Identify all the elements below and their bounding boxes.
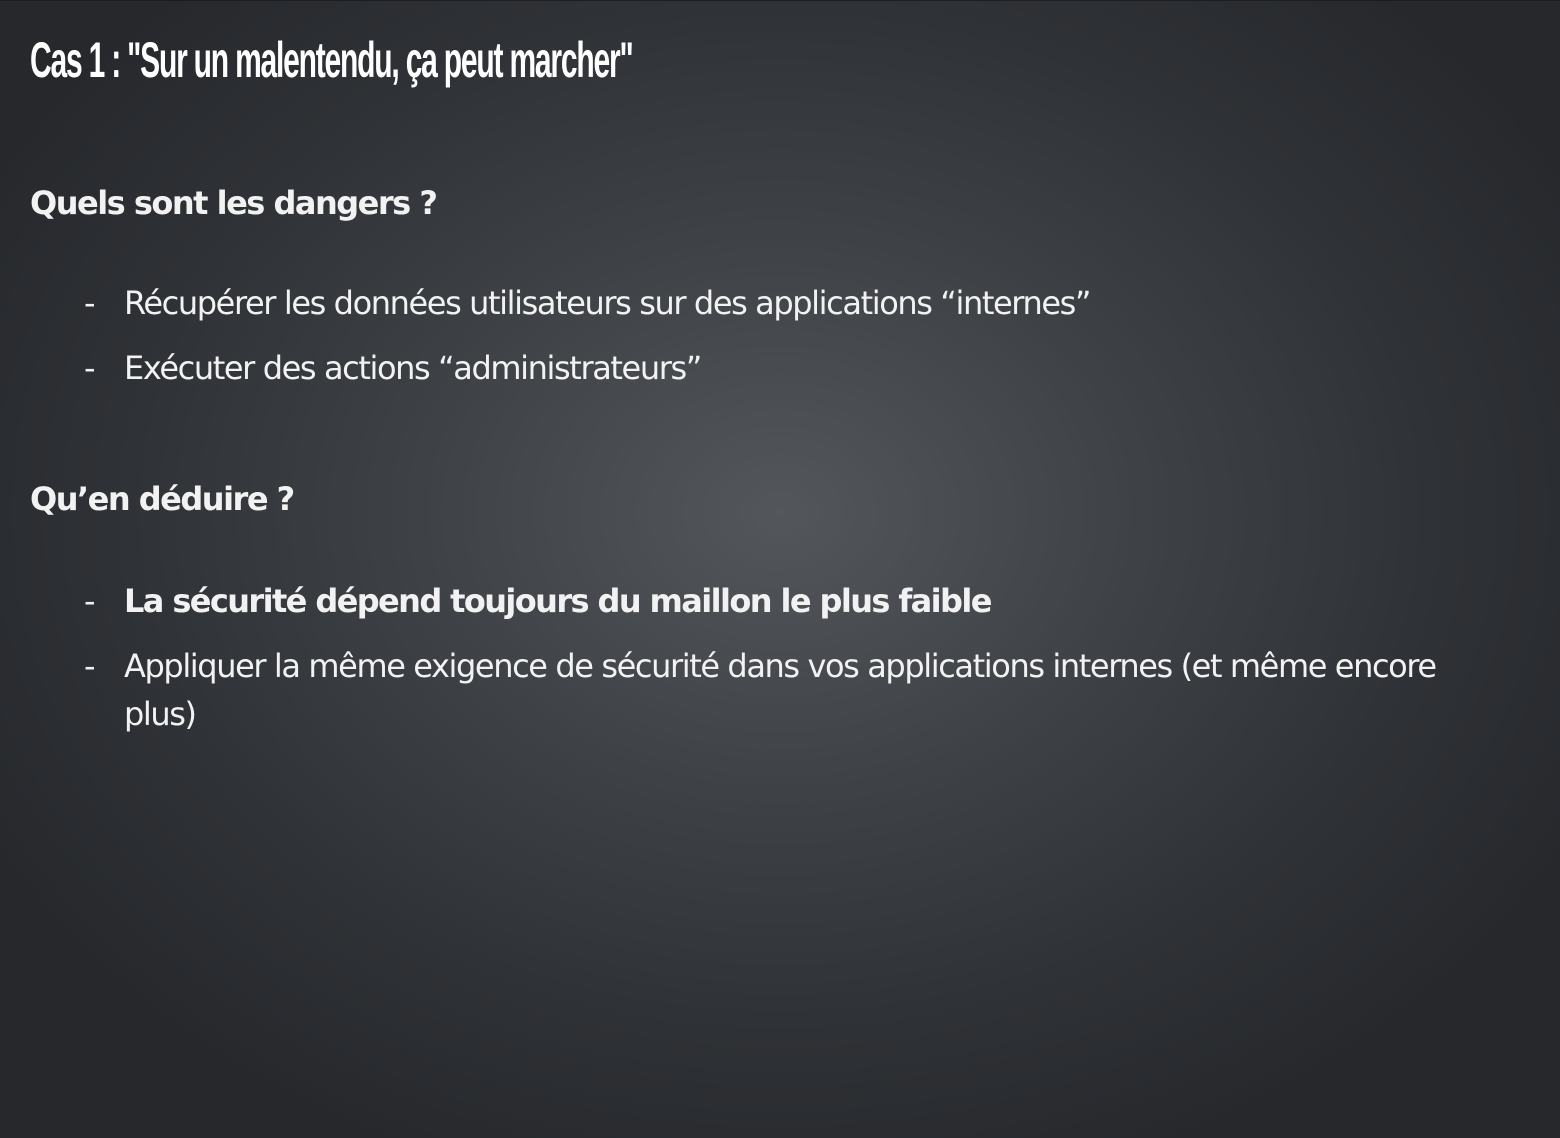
list-item: [84, 279, 1504, 327]
bullet-marker: -: [84, 349, 95, 387]
dangers-list: [84, 279, 1504, 409]
conclusion-list: [84, 577, 1504, 755]
list-item: [84, 344, 1504, 392]
bullet-marker: -: [84, 647, 95, 685]
section-heading-conclusion: Qu’en déduire ?: [30, 480, 294, 518]
slide-title: Cas 1 : "Sur un malentendu, ça peut marcher": [30, 32, 633, 88]
section-heading-dangers: Quels sont les dangers ?: [30, 184, 437, 222]
bullet-marker: -: [84, 284, 95, 322]
bullet-marker: -: [84, 582, 95, 620]
list-item-text: La sécurité dépend toujours du maillon le plus faible: [124, 582, 991, 620]
list-item-text: Appliquer la même exigence de sécurité dans vos applications internes (et même encore plus): [124, 647, 1436, 733]
list-item: [84, 577, 1504, 625]
list-item-text: Récupérer les données utilisateurs sur des applications “internes”: [124, 284, 1091, 322]
list-item-text: Exécuter des actions “administrateurs”: [124, 349, 701, 387]
list-item: [84, 642, 1504, 738]
